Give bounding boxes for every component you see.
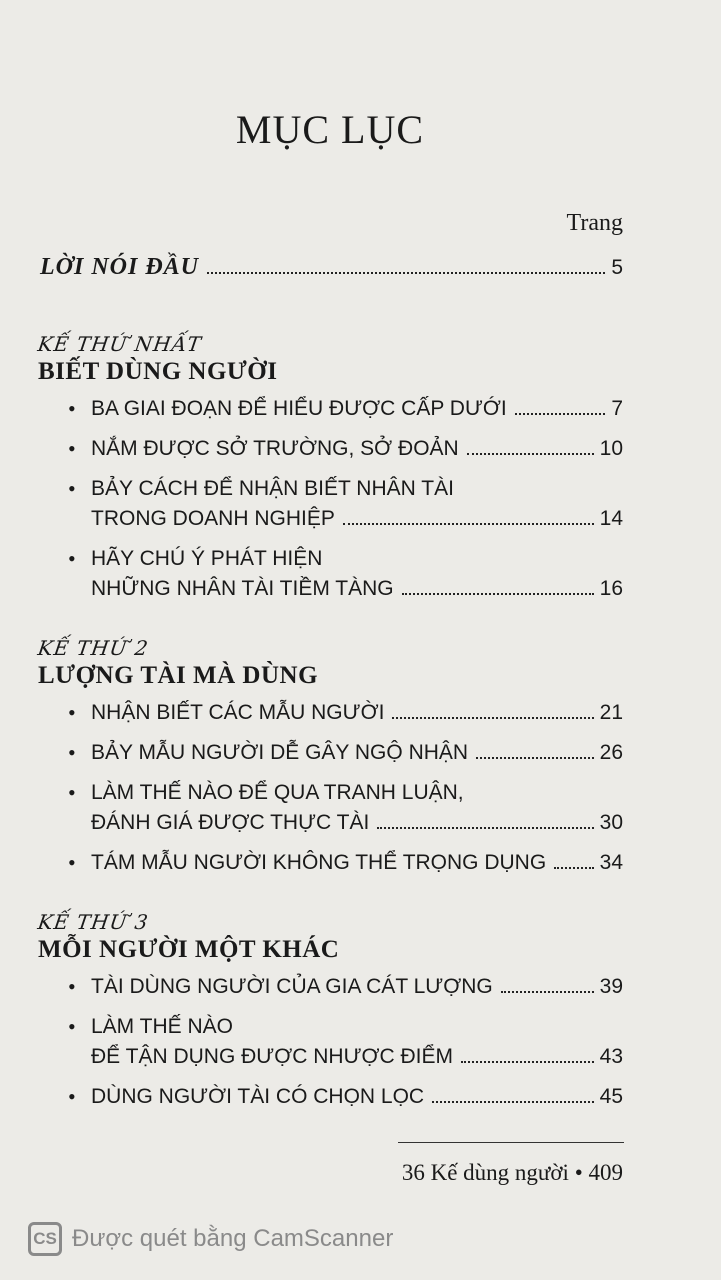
entry-title-line: BẢY MẪU NGƯỜI DỄ GÂY NGỘ NHẬN [91,741,469,764]
toc-entry [38,738,623,768]
preface-entry [40,254,623,281]
dot-leader [432,1100,594,1103]
bullet-icon: • [68,546,76,571]
toc-entry [38,434,623,464]
entry-page-number: 34 [599,851,623,874]
toc-entry [38,394,623,424]
footer-separator: • [574,1160,583,1185]
entry-page-number: 16 [599,577,623,600]
watermark-text: Được quét bằng CamScanner [72,1225,394,1252]
entry-title-line: BẢY CÁCH ĐỂ NHẬN BIẾT NHÂN TÀI [91,477,454,500]
dot-leader [377,826,593,829]
entry-page-number: 30 [599,811,623,834]
toc-entry [38,1082,623,1112]
footer-page-number: 409 [588,1160,623,1185]
camscanner-watermark [28,1222,393,1256]
entry-title-line: TÀI DÙNG NGƯỜI CỦA GIA CÁT LƯỢNG [91,975,493,998]
toc-section [38,332,623,614]
toc-section [38,910,623,1122]
dot-leader [476,756,594,759]
toc-entry [38,972,623,1002]
dot-leader [392,716,593,719]
bullet-icon: • [68,1084,76,1109]
page-title: MỤC LỤC [235,107,425,152]
section-label: KẾ THỨ 3 [36,910,151,934]
bullet-icon: • [68,974,76,999]
footer [402,1160,623,1186]
toc-entry [38,778,623,838]
toc-entry [38,848,623,878]
bullet-icon: • [68,740,76,765]
dot-leader [207,271,605,274]
dot-leader [501,990,594,993]
entry-title-line: NHẬN BIẾT CÁC MẪU NGƯỜI [91,701,385,724]
entry-page-number: 21 [599,701,623,724]
section-title: BIẾT DÙNG NGƯỜI [38,358,278,385]
entry-title-line: LÀM THẾ NÀO ĐỂ QUA TRANH LUẬN, [91,781,464,804]
entry-list [38,394,623,604]
entry-title-line: LÀM THẾ NÀO [91,1015,233,1038]
entry-list [38,698,623,878]
dot-leader [343,522,594,525]
section-title: MỖI NGƯỜI MỘT KHÁC [38,936,340,963]
bullet-icon: • [68,700,76,725]
toc-entry [38,1012,623,1072]
bullet-icon: • [68,476,76,501]
entry-title-line: TRONG DOANH NGHIỆP [91,507,335,530]
toc-entry [38,544,623,604]
toc-section [38,636,623,888]
entry-list [38,972,623,1112]
bullet-icon: • [68,436,76,461]
bullet-icon: • [68,1014,76,1039]
entry-page-number: 10 [599,437,623,460]
footer-book-title: 36 Kế dùng người [401,1160,569,1185]
entry-page-number: 39 [599,975,623,998]
section-label: KẾ THỨ 2 [36,636,151,660]
entry-page-number: 7 [611,397,623,420]
entry-page-number: 45 [599,1085,623,1108]
dot-leader [554,866,593,869]
entry-title-line: HÃY CHÚ Ý PHÁT HIỆN [91,547,323,570]
section-label: KẾ THỨ NHẤT [36,332,204,356]
toc-entry [38,698,623,728]
bullet-icon: • [68,850,76,875]
page-column-label: Trang [566,210,623,236]
entry-page-number: 26 [599,741,623,764]
entry-title-line: NHỮNG NHÂN TÀI TIỀM TÀNG [91,577,394,600]
footer-rule [398,1142,624,1143]
dot-leader [402,592,594,595]
dot-leader [515,412,606,415]
entry-title-line: TÁM MẪU NGƯỜI KHÔNG THỂ TRỌNG DỤNG [91,851,547,874]
entry-title-line: BA GIAI ĐOẠN ĐỂ HIỂU ĐƯỢC CẤP DƯỚI [91,397,507,420]
entry-title-line: DÙNG NGƯỜI TÀI CÓ CHỌN LỌC [91,1085,425,1108]
entry-page-number: 43 [599,1045,623,1068]
preface-page-number: 5 [611,256,623,279]
entry-title-line: ĐÁNH GIÁ ĐƯỢC THỰC TÀI [91,811,370,834]
entry-title-line: NẮM ĐƯỢC SỞ TRƯỜNG, SỞ ĐOẢN [91,437,459,460]
dot-leader [461,1060,594,1063]
section-title: LƯỢNG TÀI MÀ DÙNG [38,662,319,689]
camscanner-logo-icon: CS [28,1222,62,1256]
bullet-icon: • [68,780,76,805]
entry-page-number: 14 [599,507,623,530]
toc-entry [38,474,623,534]
preface-label: LỜI NÓI ĐẦU [40,254,200,280]
dot-leader [467,452,594,455]
entry-title-line: ĐỂ TẬN DỤNG ĐƯỢC NHƯỢC ĐIỂM [91,1045,454,1068]
bullet-icon: • [68,396,76,421]
